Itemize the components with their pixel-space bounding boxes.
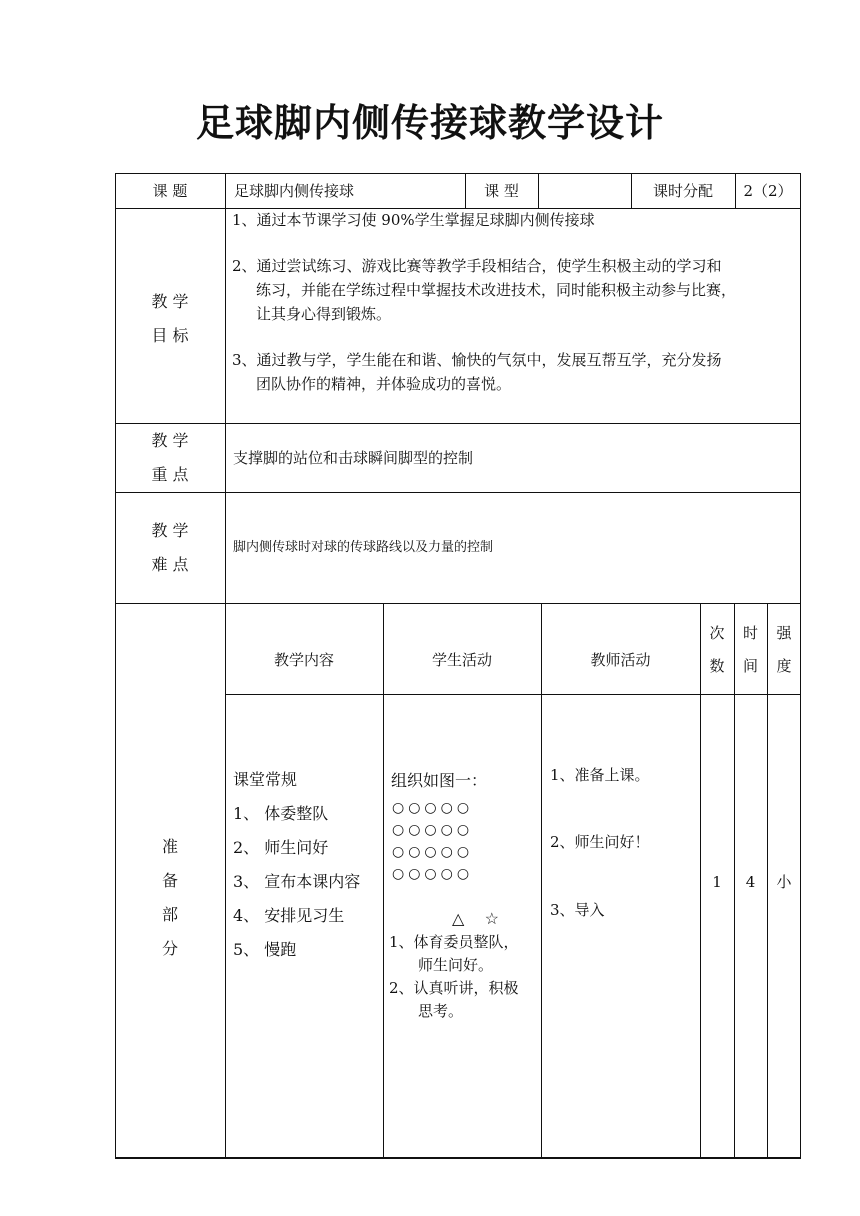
- content-item: 4、 安排见习生: [233, 906, 345, 925]
- label-line: 教 学: [151, 431, 189, 450]
- objective-line: 让其身心得到锻炼。: [256, 305, 392, 323]
- col-header-times: [700, 617, 734, 683]
- label-line: 重 点: [151, 465, 189, 484]
- row-divider: [225, 694, 801, 695]
- header-char: 数: [709, 657, 725, 675]
- key-points-label: [115, 424, 225, 492]
- intensity-value: 小: [776, 873, 792, 891]
- label-line: 教 学: [151, 292, 189, 311]
- type-label: 课 型: [484, 182, 519, 200]
- label-char: 部: [161, 905, 178, 924]
- objective-line: 1、通过本节课学习使 90%学生掌握足球脚内侧传接球: [232, 211, 595, 229]
- label-char: 分: [161, 939, 178, 958]
- col-header-content: 教学内容: [273, 651, 334, 669]
- section-label: [115, 830, 225, 966]
- student-line: 师生问好。: [418, 956, 494, 974]
- label-line: 难 点: [151, 555, 189, 574]
- objective-line: 2、通过尝试练习、游戏比赛等教学手段相结合，使学生积极主动的学习和: [232, 257, 722, 275]
- teacher-item: 1、准备上课。: [550, 766, 650, 784]
- col-header-duration: [734, 617, 767, 683]
- difficulties-text: 脚内侧传球时对球的传球路线以及力量的控制: [233, 540, 494, 555]
- objective-line: 团队协作的精神，并体验成功的喜悦。: [256, 375, 512, 393]
- label-line: 目 标: [151, 326, 189, 345]
- objective-item: [232, 348, 796, 396]
- objective-item: [232, 208, 796, 232]
- content-list: [233, 763, 360, 967]
- objective-item: [232, 254, 796, 326]
- hours-value: 2（2）: [743, 182, 793, 200]
- row-divider: [115, 492, 801, 493]
- row-divider: [115, 603, 801, 604]
- col-divider: [541, 603, 542, 1159]
- student-activities: [389, 931, 539, 1023]
- objectives-label: [115, 285, 225, 353]
- col-header-student: 学生活动: [431, 651, 492, 669]
- header-char: 强: [776, 624, 792, 642]
- col-header-teacher: 教师活动: [590, 651, 651, 669]
- teacher-item: 2、师生问好！: [550, 833, 650, 851]
- objectives-list: [232, 208, 796, 396]
- content-item: 3、 宣布本课内容: [233, 872, 361, 891]
- formation-diagram: [392, 797, 473, 885]
- times-value: 1: [712, 873, 722, 891]
- header-char: 间: [742, 657, 758, 675]
- col-divider: [538, 173, 539, 208]
- label-char: 准: [161, 837, 178, 856]
- formation-row: ○○○○○: [392, 844, 474, 860]
- topic-label: 课 题: [152, 182, 188, 200]
- hours-label: 课时分配: [652, 182, 713, 200]
- formation-row: ○○○○○: [392, 822, 474, 838]
- student-line: 2、认真听讲，积极: [389, 979, 519, 997]
- formation-row: ○○○○○: [392, 866, 474, 882]
- content-item: 1、 体委整队: [233, 804, 329, 823]
- label-line: 教 学: [151, 521, 189, 540]
- document-title: 足球脚内侧传接球教学设计: [195, 101, 664, 145]
- header-char: 时: [742, 624, 758, 642]
- teacher-item: 3、导入: [550, 901, 605, 919]
- student-line: 1、体育委员整队，: [389, 933, 519, 951]
- label-char: 备: [161, 871, 178, 890]
- col-divider: [383, 603, 384, 1159]
- content-title: 课堂常规: [233, 770, 298, 789]
- col-header-intensity: [767, 617, 801, 683]
- topic-value: 足球脚内侧传接球: [234, 182, 355, 200]
- student-title: 组织如图一：: [391, 771, 488, 790]
- header-char: 次: [709, 624, 725, 642]
- formation-row: ○○○○○: [392, 800, 474, 816]
- objective-line: 3、通过教与学，学生能在和谐、愉快的气氛中，发展互帮互学，充分发扬: [232, 351, 722, 369]
- formation-symbols: △ ☆: [452, 909, 499, 928]
- duration-value: 4: [745, 873, 756, 891]
- objective-line: 练习，并能在学练过程中掌握技术改进技术，同时能积极主动参与比赛，: [256, 281, 737, 299]
- key-points-text: 支撑脚的站位和击球瞬间脚型的控制: [233, 449, 474, 467]
- header-char: 度: [776, 657, 792, 675]
- difficulties-label: [115, 514, 225, 582]
- content-item: 2、 师生问好: [233, 838, 329, 857]
- content-item: 5、 慢跑: [233, 940, 297, 959]
- student-line: 思考。: [418, 1002, 464, 1020]
